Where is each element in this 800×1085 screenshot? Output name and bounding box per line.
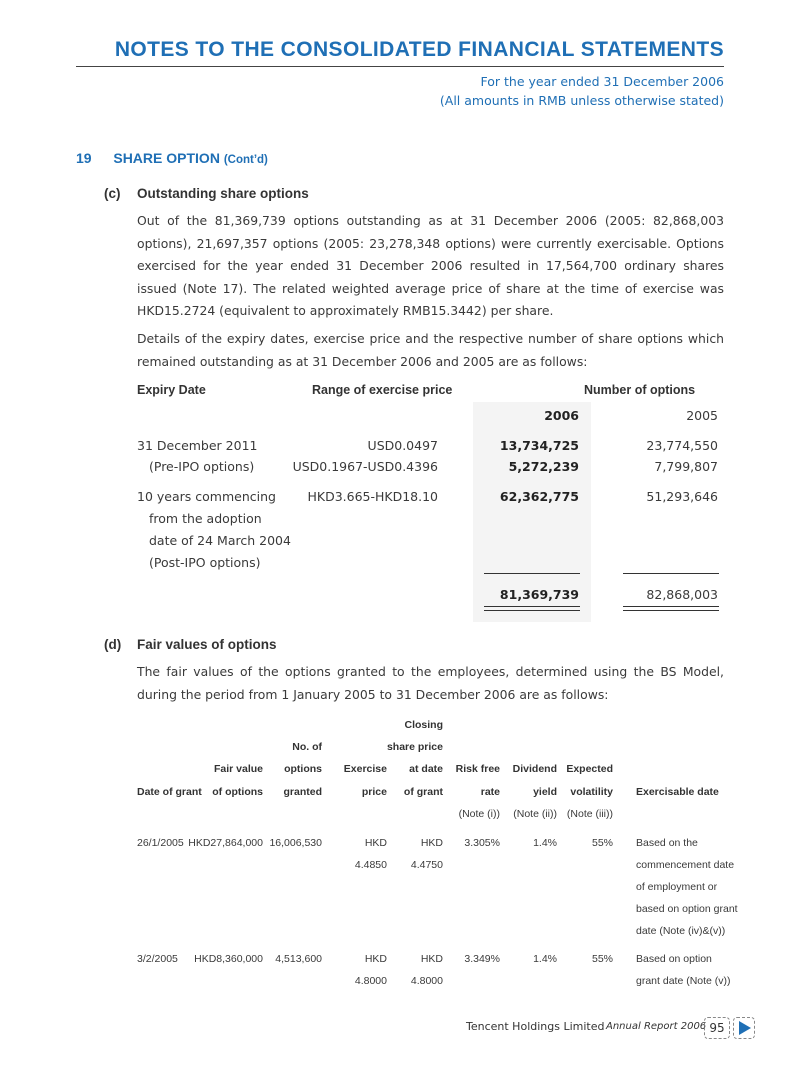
table-row-expiry: from the adoption [149,511,262,526]
header-rule [76,66,724,67]
col-closing-price: Closing [404,719,443,731]
total-rule-2006 [484,610,580,611]
table-row-risk-free: 3.349% [464,953,500,965]
table-row-date: 26/1/2005 [137,837,184,849]
section-number: 19 [76,150,92,166]
table-row-closing-price: 4.8000 [410,975,443,987]
table-row-exercise-price: HKD [364,837,387,849]
table-row-2005: 23,774,550 [646,438,718,453]
table-row-expiry: date of 24 March 2004 [149,533,291,548]
table-row-2006: 13,734,725 [499,438,579,453]
total-rule-2005 [623,606,719,607]
table-row-exercisable: commencement date [636,859,735,871]
col-number-of-options: Number of options [584,383,696,397]
currency-subtitle: (All amounts in RMB unless otherwise stated) [439,93,724,108]
col-closing-price: at date [409,763,443,775]
page-number: 95 [704,1017,730,1039]
col-volatility-note: (Note (iii)) [566,808,613,820]
table-row-2005: 7,799,807 [654,459,718,474]
table-row-exercisable: Based on option [636,953,712,965]
col-dividend-yield: yield [533,786,557,798]
page-title: NOTES TO THE CONSOLIDATED FINANCIAL STATEMENTS [114,38,724,61]
table-row-risk-free: 3.305% [464,837,500,849]
section-heading [76,150,268,166]
total-rule-2005 [623,610,719,611]
table-row-closing-price: HKD [420,837,443,849]
section-cont: (Cont’d) [223,154,268,166]
table-row-2005: 51,293,646 [646,489,718,504]
table-row-expiry: 10 years commencing [137,489,276,504]
col-expected-volatility: Expected [566,763,613,775]
col-dividend-yield: Dividend [512,763,557,775]
table-row-closing-price: HKD [420,953,443,965]
table-row-range: HKD3.665-HKD18.10 [307,489,438,504]
table-row-exercisable: Based on the [636,837,698,849]
subsection-c-label: (c) [104,186,121,201]
col-no-options: options [284,763,322,775]
table-row-exercisable: date (Note (iv)&(v)) [636,925,726,937]
col-range-exercise-price: Range of exercise price [312,383,453,397]
col-closing-price: share price [386,741,443,753]
col-expected-volatility: volatility [570,786,613,798]
col-fair-value: Fair value [213,763,263,775]
table-row-expiry: (Post-IPO options) [149,555,261,570]
table-row-range: USD0.1967-USD0.4396 [292,459,438,474]
col-no-options: No. of [292,741,322,753]
section-title: SHARE OPTION [113,150,220,166]
table-row-fair-value: HKD8,360,000 [194,953,263,965]
total-2005: 82,868,003 [646,587,718,602]
footer-report: Annual Report 2006 [606,1021,707,1032]
subtotal-rule-2005 [623,573,719,574]
paragraph-fair-values: The fair values of the options granted to the employees, determined using the BS Model, during the period from 1 January 2005 to 31 December 2006 are as follows: [137,664,724,702]
col-no-options: granted [283,786,322,798]
col-exercise-price: Exercise [343,763,387,775]
col-exercise-price: price [361,786,387,798]
table-row-expiry: 31 December 2011 [137,438,258,453]
next-page-icon[interactable] [733,1017,755,1039]
table-row-date: 3/2/2005 [137,953,178,965]
subtotal-rule-2006 [484,573,580,574]
table-row-volatility: 55% [591,837,613,849]
col-risk-free-rate: Risk free [455,763,500,775]
col-risk-free-note: (Note (i)) [458,808,500,820]
subsection-d-title: Fair values of options [137,637,277,652]
paragraph-details: Details of the expiry dates, exercise price and the respective number of share options which remained outstanding as at 31 December 2006 and 2005 are as follows: [137,331,724,369]
subsection-d-label: (d) [104,637,122,652]
play-arrow-icon [734,1018,754,1038]
col-dividend-note: (Note (ii)) [513,808,557,820]
col-date-of-grant: Date of grant [137,786,202,798]
col-fair-value: of options [212,786,263,798]
table-row-2006: 62,362,775 [499,489,579,504]
table-row-fair-value: HKD27,864,000 [188,837,263,849]
col-closing-price: of grant [403,786,443,798]
table-row-dividend: 1.4% [533,837,557,849]
subsection-c-title: Outstanding share options [137,186,309,201]
table-row-exercisable: grant date (Note (v)) [636,975,731,987]
table-row-exercisable: of employment or [636,881,718,893]
year-2005-header: 2005 [686,408,718,423]
table-row-granted: 16,006,530 [269,837,322,849]
total-2006: 81,369,739 [499,587,579,602]
table-row-expiry: (Pre-IPO options) [149,459,255,474]
table-row-volatility: 55% [591,953,613,965]
table-row-range: USD0.0497 [367,438,438,453]
table-row-exercise-price: 4.8000 [354,975,387,987]
table-row-dividend: 1.4% [533,953,557,965]
paragraph-outstanding: Out of the 81,369,739 options outstanding as at 31 December 2006 (2005: 82,868,003 options), 21,697,357 options (2005: 23,278,348 options) were currently exercisable. Options exercised for the year ended 31 December 2006 resulted in 17,564,700 ordinary shares issued (Note 17). The related weighted average price of share at the time of exercise was HKD15.2724 (equivalent to approximately RMB15.3442) per share. [137,213,724,318]
subsection-c-heading [104,186,504,204]
col-risk-free-rate: rate [480,786,500,798]
col-expiry-date: Expiry Date [137,383,206,397]
subsection-d-heading [104,637,504,655]
table-row-exercise-price: HKD [364,953,387,965]
footer-company: Tencent Holdings Limited [466,1020,605,1033]
table-row-exercise-price: 4.4850 [354,859,387,871]
table-row-granted: 4,513,600 [275,953,322,965]
table-row-2006: 5,272,239 [508,459,579,474]
table-row-exercisable: based on option grant [636,903,738,915]
total-rule-2006 [484,606,580,607]
year-2006-header: 2006 [544,408,579,423]
table-row-closing-price: 4.4750 [410,859,443,871]
col-exercisable-date: Exercisable date [636,786,719,798]
period-subtitle: For the year ended 31 December 2006 [480,74,724,89]
